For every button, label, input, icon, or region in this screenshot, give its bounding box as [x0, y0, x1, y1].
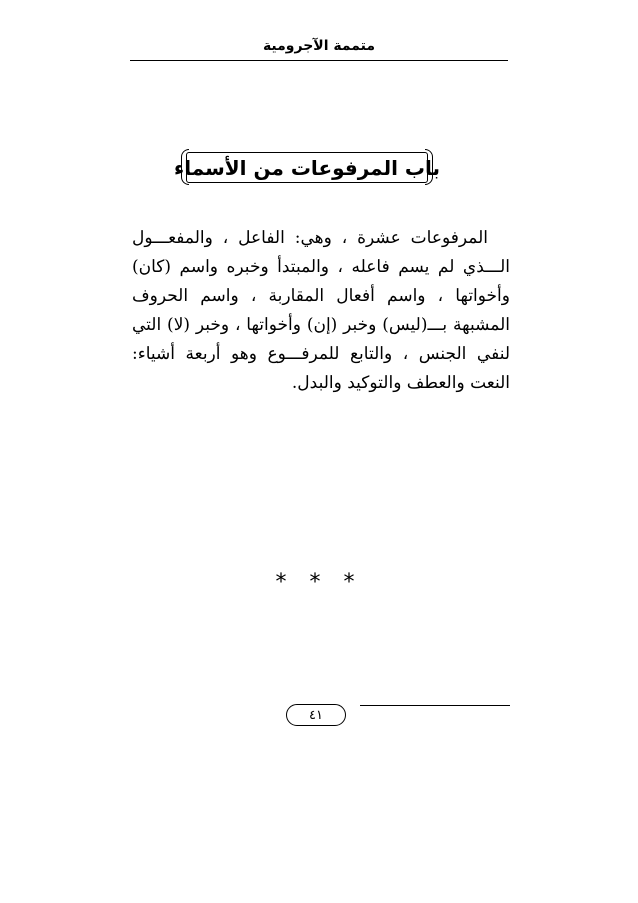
book-title: متممة الآجرومية [262, 38, 376, 54]
body-text [132, 224, 510, 398]
body-paragraph: المرفوعات عشرة ، وهي: الفاعل ، والمفعـــول الـــذي لم يسم فاعله ، والمبتدأ وخبره واسم (كان) وأخواتها ، واسم أفعال المقاربة ، واسم الحروف المشبهة بـــ(ليس) وخبر (إن) وأخواتها ، وخبر (لا) التي لنفي الجنس ، والتابع للمرفـــوع وهو أربعة أشياء: النعت والعطف والتوكيد والبدل. [132, 228, 510, 393]
page-number: ٤١ [286, 704, 346, 726]
section-separator: * * * [275, 570, 363, 595]
chapter-title-frame [173, 152, 441, 183]
header-divider [130, 60, 508, 61]
chapter-title: باب المرفوعات من الأسماء [173, 155, 441, 180]
footer-divider [360, 705, 510, 706]
